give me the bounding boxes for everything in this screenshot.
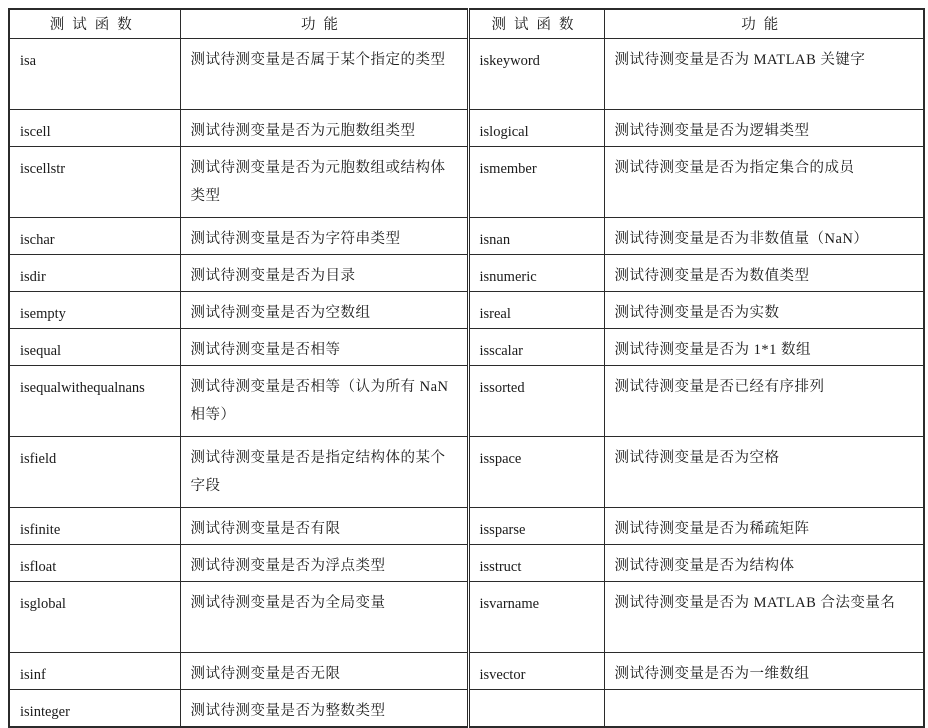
description-cell-left: 测试待测变量是否为目录 (180, 255, 468, 292)
function-name-cell-left: isdir (9, 255, 180, 292)
description-cell-right (604, 690, 924, 728)
header-function-name-right: 测试函数 (468, 9, 604, 39)
description-cell-right: 测试待测变量是否为 1*1 数组 (604, 329, 924, 366)
description-cell-right: 测试待测变量是否为稀疏矩阵 (604, 508, 924, 545)
table-row (9, 39, 924, 110)
function-name-cell-left: ischar (9, 218, 180, 255)
function-table (8, 8, 925, 728)
function-name-cell-left: isempty (9, 292, 180, 329)
description-cell-right: 测试待测变量是否为结构体 (604, 545, 924, 582)
function-name-cell-right: isreal (468, 292, 604, 329)
table-row (9, 437, 924, 508)
function-name-cell-left: iscellstr (9, 147, 180, 218)
description-cell-right: 测试待测变量是否为一维数组 (604, 653, 924, 690)
table-row (9, 582, 924, 653)
table-row (9, 292, 924, 329)
function-name-cell-right: isspace (468, 437, 604, 508)
description-cell-left: 测试待测变量是否为字符串类型 (180, 218, 468, 255)
table-row (9, 110, 924, 147)
description-cell-right: 测试待测变量是否为指定集合的成员 (604, 147, 924, 218)
description-cell-left: 测试待测变量是否相等（认为所有 NaN 相等） (180, 366, 468, 437)
function-name-cell-right: isnan (468, 218, 604, 255)
table-row (9, 329, 924, 366)
function-name-cell-right: isvarname (468, 582, 604, 653)
header-description-right: 功能 (604, 9, 924, 39)
table-row (9, 690, 924, 728)
function-name-cell-right: issparse (468, 508, 604, 545)
table-row (9, 255, 924, 292)
table-body (9, 39, 924, 728)
description-cell-right: 测试待测变量是否为逻辑类型 (604, 110, 924, 147)
function-name-cell-right: ismember (468, 147, 604, 218)
function-name-cell-left: isglobal (9, 582, 180, 653)
description-cell-left: 测试待测变量是否为空数组 (180, 292, 468, 329)
description-cell-right: 测试待测变量是否已经有序排列 (604, 366, 924, 437)
function-name-cell-right: islogical (468, 110, 604, 147)
table-row (9, 366, 924, 437)
description-cell-right: 测试待测变量是否为 MATLAB 关键字 (604, 39, 924, 110)
function-name-cell-right: isstruct (468, 545, 604, 582)
description-cell-right: 测试待测变量是否为非数值量（NaN） (604, 218, 924, 255)
description-cell-right: 测试待测变量是否为空格 (604, 437, 924, 508)
description-cell-left: 测试待测变量是否是指定结构体的某个字段 (180, 437, 468, 508)
table-row (9, 508, 924, 545)
function-name-cell-left: isequalwithequalnans (9, 366, 180, 437)
function-name-cell-left: isfloat (9, 545, 180, 582)
function-name-cell-left: isfinite (9, 508, 180, 545)
function-name-cell-right: iskeyword (468, 39, 604, 110)
function-name-cell-right: isscalar (468, 329, 604, 366)
description-cell-left: 测试待测变量是否有限 (180, 508, 468, 545)
description-cell-right: 测试待测变量是否为 MATLAB 合法变量名 (604, 582, 924, 653)
description-cell-left: 测试待测变量是否为浮点类型 (180, 545, 468, 582)
description-cell-left: 测试待测变量是否无限 (180, 653, 468, 690)
description-cell-left: 测试待测变量是否属于某个指定的类型 (180, 39, 468, 110)
table-row (9, 653, 924, 690)
description-cell-right: 测试待测变量是否为实数 (604, 292, 924, 329)
description-cell-left: 测试待测变量是否为元胞数组或结构体类型 (180, 147, 468, 218)
function-name-cell-left: isfield (9, 437, 180, 508)
function-name-cell-left: isa (9, 39, 180, 110)
table-row (9, 147, 924, 218)
description-cell-left: 测试待测变量是否相等 (180, 329, 468, 366)
description-cell-left: 测试待测变量是否为整数类型 (180, 690, 468, 728)
function-name-cell-right: isnumeric (468, 255, 604, 292)
function-name-cell-right: isvector (468, 653, 604, 690)
table-header (9, 9, 924, 39)
description-cell-left: 测试待测变量是否为全局变量 (180, 582, 468, 653)
function-name-cell-left: isinteger (9, 690, 180, 728)
header-row (9, 9, 924, 39)
function-name-cell-left: iscell (9, 110, 180, 147)
description-cell-left: 测试待测变量是否为元胞数组类型 (180, 110, 468, 147)
header-description-left: 功能 (180, 9, 468, 39)
function-name-cell-left: isinf (9, 653, 180, 690)
header-function-name-left: 测试函数 (9, 9, 180, 39)
table-row (9, 545, 924, 582)
function-name-cell-right: issorted (468, 366, 604, 437)
table-row (9, 218, 924, 255)
function-name-cell-left: isequal (9, 329, 180, 366)
function-name-cell-right (468, 690, 604, 728)
description-cell-right: 测试待测变量是否为数值类型 (604, 255, 924, 292)
